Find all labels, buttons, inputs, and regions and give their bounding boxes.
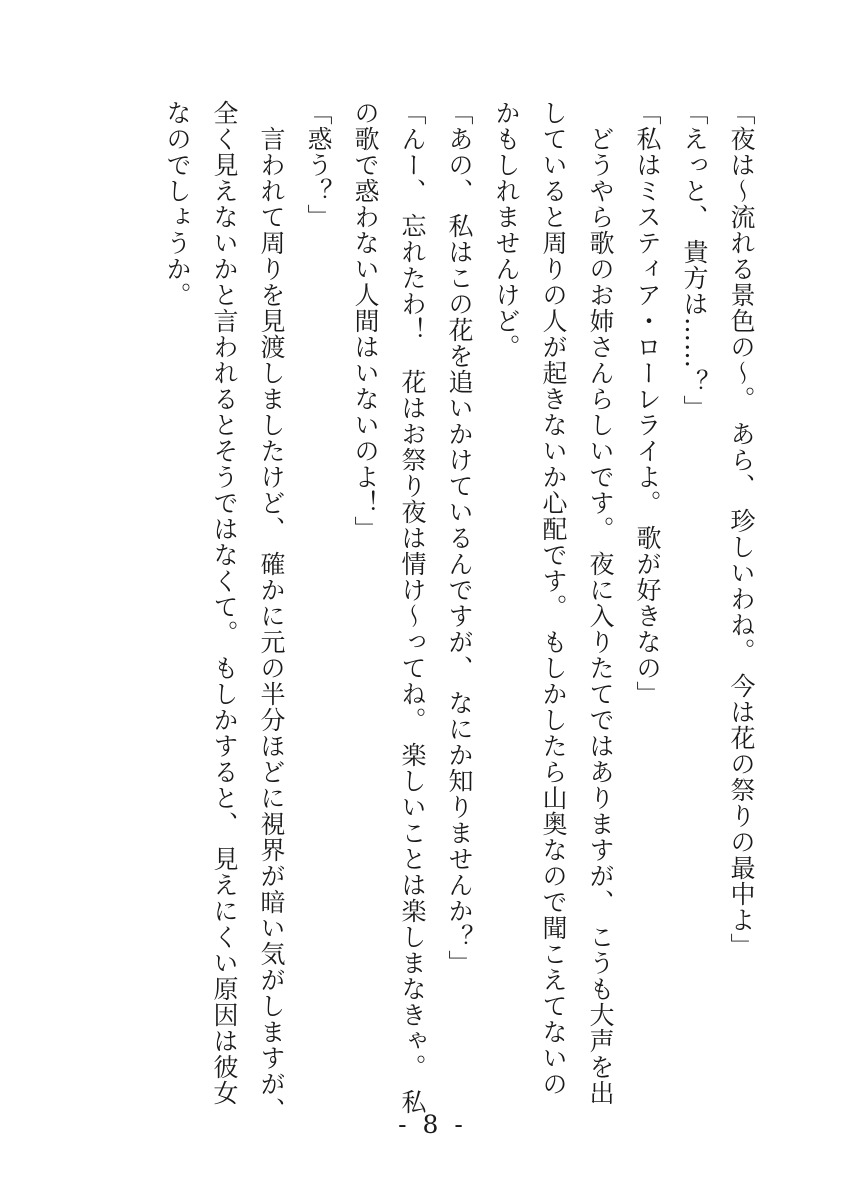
text-line: 「んー、 忘れたわ！ 花はお祭り夜は情け～ってね。 楽しいことは楽しまなきゃ。 私 — [398, 100, 427, 1115]
text-line: 全く見えないかと言われるとそうではなくて。 もしかすると、 見えにくい原因は彼女 — [210, 100, 239, 1106]
text-line: の歌で惑わない人間はいないのよ！」 — [351, 100, 380, 542]
text-line: なのでしょうか。 — [163, 100, 192, 308]
text-line: していると周りの人が起きないか心配です。 もしかしたら山奥なので聞こえてないの — [539, 100, 568, 1097]
page-number: - 8 - — [398, 1110, 467, 1139]
text-line: 「夜は～流れる景色の～。 あら、 珍しいわね。 今は花の祭りの最中よ」 — [727, 100, 756, 959]
text-line: 「私はミスティア・ローレライよ。 歌が好きなの」 — [633, 100, 662, 707]
vertical-text-block — [154, 100, 765, 1123]
text-line: どうやら歌のお姉さんらしいです。 夜に入りたてではありますが、 こうも大声を出 — [586, 100, 615, 1106]
text-line: 言われて周りを見渡しましたけど、 確かに元の半分ほどに視界が暗い気がしますが、 — [257, 100, 286, 1123]
text-line: 「あの、 私はこの花を追いかけているんですが、 なにか知りませんか？」 — [445, 100, 474, 976]
text-line: 「惑う？」 — [304, 100, 333, 230]
text-line: かもしれませんけど。 — [492, 100, 521, 360]
text-line: 「えっと、 貴方は……？」 — [680, 100, 709, 421]
